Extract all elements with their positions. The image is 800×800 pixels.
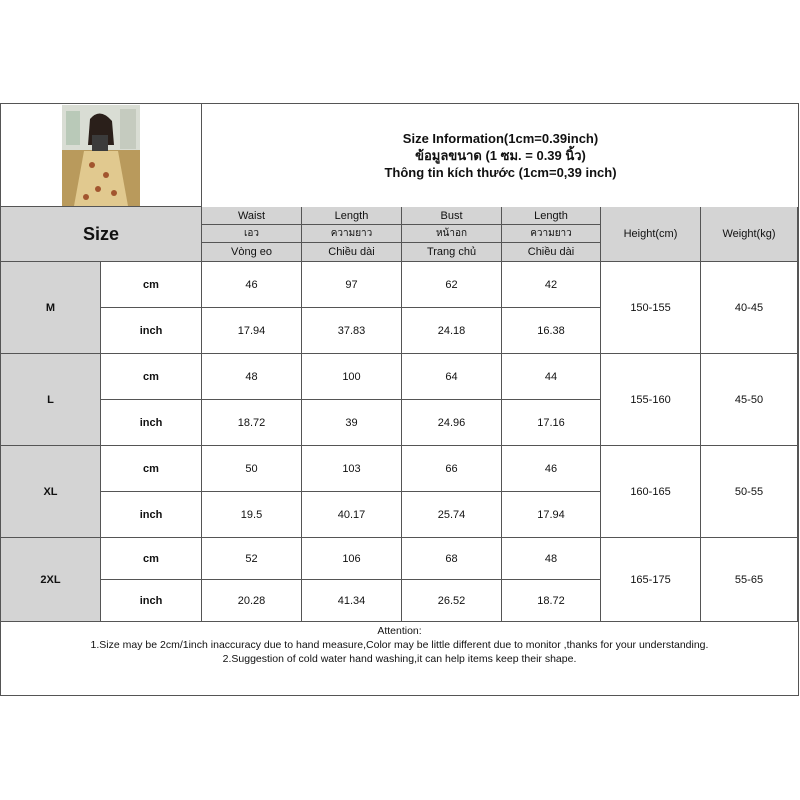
unit-cm: cm (101, 354, 202, 400)
col-length2-vi: Chiều dài (502, 243, 601, 262)
xl-inch-bust: 25.74 (402, 492, 502, 538)
attention-title: Attention: (377, 625, 422, 637)
unit-inch: inch (101, 580, 202, 622)
col-bust-th: หน้าอก (402, 225, 502, 243)
col-length-en: Length (302, 207, 402, 225)
xl-cm-waist: 50 (202, 446, 302, 492)
2xl-inch-length2: 18.72 (502, 580, 601, 622)
xl-cm-length: 103 (302, 446, 402, 492)
col-height: Height(cm) (601, 207, 701, 262)
m-cm-length2: 42 (502, 262, 601, 308)
unit-cm: cm (101, 446, 202, 492)
m-weight: 40-45 (701, 262, 798, 354)
2xl-cm-length: 106 (302, 538, 402, 580)
unit-cm: cm (101, 538, 202, 580)
header-line-en: Size Information(1cm=0.39inch) (402, 131, 599, 146)
2xl-inch-bust: 26.52 (402, 580, 502, 622)
2xl-height: 165-175 (601, 538, 701, 622)
xl-height: 160-165 (601, 446, 701, 538)
l-inch-waist: 18.72 (202, 400, 302, 446)
m-cm-length: 97 (302, 262, 402, 308)
col-weight: Weight(kg) (701, 207, 798, 262)
m-cm-waist: 46 (202, 262, 302, 308)
m-cm-bust: 62 (402, 262, 502, 308)
col-length2-en: Length (502, 207, 601, 225)
product-photo (62, 105, 140, 206)
size-info-header (202, 104, 799, 208)
unit-cm: cm (101, 262, 202, 308)
size-2xl: 2XL (1, 538, 101, 622)
header-line-th: ข้อมูลขนาด (1 ซม. = 0.39 นิ้ว) (415, 148, 586, 163)
l-height: 155-160 (601, 354, 701, 446)
2xl-cm-length2: 48 (502, 538, 601, 580)
col-waist-vi: Vòng eo (202, 243, 302, 262)
m-inch-length: 37.83 (302, 308, 402, 354)
col-bust-vi: Trang chủ (402, 243, 502, 262)
attention-line-2: 2.Suggestion of cold water hand washing,it can help items keep their shape. (222, 653, 577, 665)
unit-inch: inch (101, 400, 202, 446)
header-line-vi: Thông tin kích thước (1cm=0,39 inch) (384, 165, 617, 180)
l-inch-bust: 24.96 (402, 400, 502, 446)
xl-cm-length2: 46 (502, 446, 601, 492)
col-length-th: ความยาว (302, 225, 402, 243)
xl-inch-length2: 17.94 (502, 492, 601, 538)
xl-inch-length: 40.17 (302, 492, 402, 538)
xl-cm-bust: 66 (402, 446, 502, 492)
m-inch-bust: 24.18 (402, 308, 502, 354)
l-inch-length2: 17.16 (502, 400, 601, 446)
xl-inch-waist: 19.5 (202, 492, 302, 538)
unit-inch: inch (101, 492, 202, 538)
col-bust-en: Bust (402, 207, 502, 225)
l-weight: 45-50 (701, 354, 798, 446)
size-header: Size (1, 207, 202, 262)
2xl-inch-waist: 20.28 (202, 580, 302, 622)
l-cm-length: 100 (302, 354, 402, 400)
unit-inch: inch (101, 308, 202, 354)
col-length-vi: Chiều dài (302, 243, 402, 262)
col-length2-th: ความยาว (502, 225, 601, 243)
2xl-cm-bust: 68 (402, 538, 502, 580)
l-cm-waist: 48 (202, 354, 302, 400)
photo-cell (1, 104, 202, 207)
m-inch-waist: 17.94 (202, 308, 302, 354)
attention-line-1: 1.Size may be 2cm/1inch inaccuracy due to hand measure,Color may be little different due to monitor ,thanks for your understanding. (90, 639, 709, 651)
l-cm-bust: 64 (402, 354, 502, 400)
size-m: M (1, 262, 101, 354)
col-waist-th: เอว (202, 225, 302, 243)
size-chart (0, 103, 799, 696)
m-height: 150-155 (601, 262, 701, 354)
2xl-inch-length: 41.34 (302, 580, 402, 622)
2xl-weight: 55-65 (701, 538, 798, 622)
l-cm-length2: 44 (502, 354, 601, 400)
col-waist-en: Waist (202, 207, 302, 225)
l-inch-length: 39 (302, 400, 402, 446)
2xl-cm-waist: 52 (202, 538, 302, 580)
size-xl: XL (1, 446, 101, 538)
attention-note (1, 622, 798, 695)
xl-weight: 50-55 (701, 446, 798, 538)
m-inch-length2: 16.38 (502, 308, 601, 354)
size-l: L (1, 354, 101, 446)
